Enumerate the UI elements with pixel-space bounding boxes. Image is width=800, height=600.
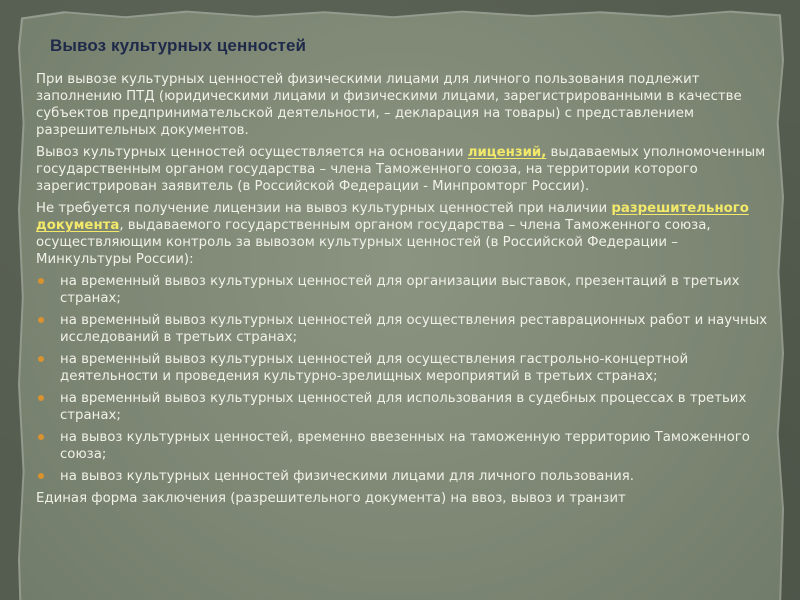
paragraph-3-before: Не требуется получение лицензии на вывоз культурных ценностей при наличии bbox=[36, 201, 612, 216]
paragraph-2 bbox=[36, 144, 772, 195]
list-item bbox=[36, 312, 772, 346]
list-item bbox=[36, 468, 772, 485]
list-item-text: на временный вывоз культурных ценностей для использования в судебных процессах в третьих странах; bbox=[60, 391, 747, 423]
paragraph-3-after: , выдаваемого государственным органом государства – члена Таможенного союза, осуществляющим контроль за вывозом культурных ценностей (в Российской Федерации – Минкультуры России): bbox=[36, 218, 711, 267]
list-item-text: на вывоз культурных ценностей, временно ввезенных на таможенную территорию Таможенного союза; bbox=[60, 430, 750, 462]
paragraph-3 bbox=[36, 200, 772, 268]
slide-title: Вывоз культурных ценностей bbox=[50, 36, 307, 55]
bullet-list bbox=[36, 273, 772, 485]
list-item bbox=[36, 390, 772, 424]
list-item-text: на временный вывоз культурных ценностей для осуществления гастрольно-концертной деятельности и проведения культурно-зрелищных мероприятий в третьих странах; bbox=[60, 352, 689, 384]
orange-dot-icon bbox=[38, 434, 44, 440]
paragraph-2-before: Вывоз культурных ценностей осуществляется на основании bbox=[36, 145, 468, 160]
orange-dot-icon bbox=[38, 356, 44, 362]
slide-content bbox=[36, 71, 772, 512]
permit-document-link[interactable]: разрешительного документа bbox=[36, 201, 749, 233]
paragraph-1-text: При вывозе культурных ценностей физическими лицами для личного пользования подлежит заполнению ПТД (юридическими лицами и физическими лицами, зарегистрированными в качестве субъектов предпринимательской деятельности, – декларация на товары) с представлением разрешительных документов. bbox=[36, 72, 742, 138]
list-item bbox=[36, 351, 772, 385]
orange-dot-icon bbox=[38, 317, 44, 323]
licenses-link[interactable]: лицензий, bbox=[467, 145, 547, 160]
final-paragraph: Единая форма заключения (разрешительного документа) на ввоз, вывоз и транзит bbox=[36, 491, 626, 506]
list-item bbox=[36, 429, 772, 463]
paragraph-2-after: выдаваемых уполномоченным государственным органом государства – члена Таможенного союза, на территории которого зарегистрирован заявитель (в Российской Федерации - Минпромторг России). bbox=[36, 145, 766, 194]
list-item-text: на вывоз культурных ценностей физическими лицами для личного пользования. bbox=[60, 469, 634, 484]
list-item-text: на временный вывоз культурных ценностей для осуществления реставрационных работ и научных исследований в третьих странах; bbox=[60, 313, 768, 345]
paragraph-1 bbox=[36, 71, 772, 139]
list-item-text: на временный вывоз культурных ценностей для организации выставок, презентаций в третьих странах; bbox=[60, 274, 740, 306]
orange-dot-icon bbox=[38, 473, 44, 479]
list-item bbox=[36, 273, 772, 307]
orange-dot-icon bbox=[38, 278, 44, 284]
orange-dot-icon bbox=[38, 395, 44, 401]
